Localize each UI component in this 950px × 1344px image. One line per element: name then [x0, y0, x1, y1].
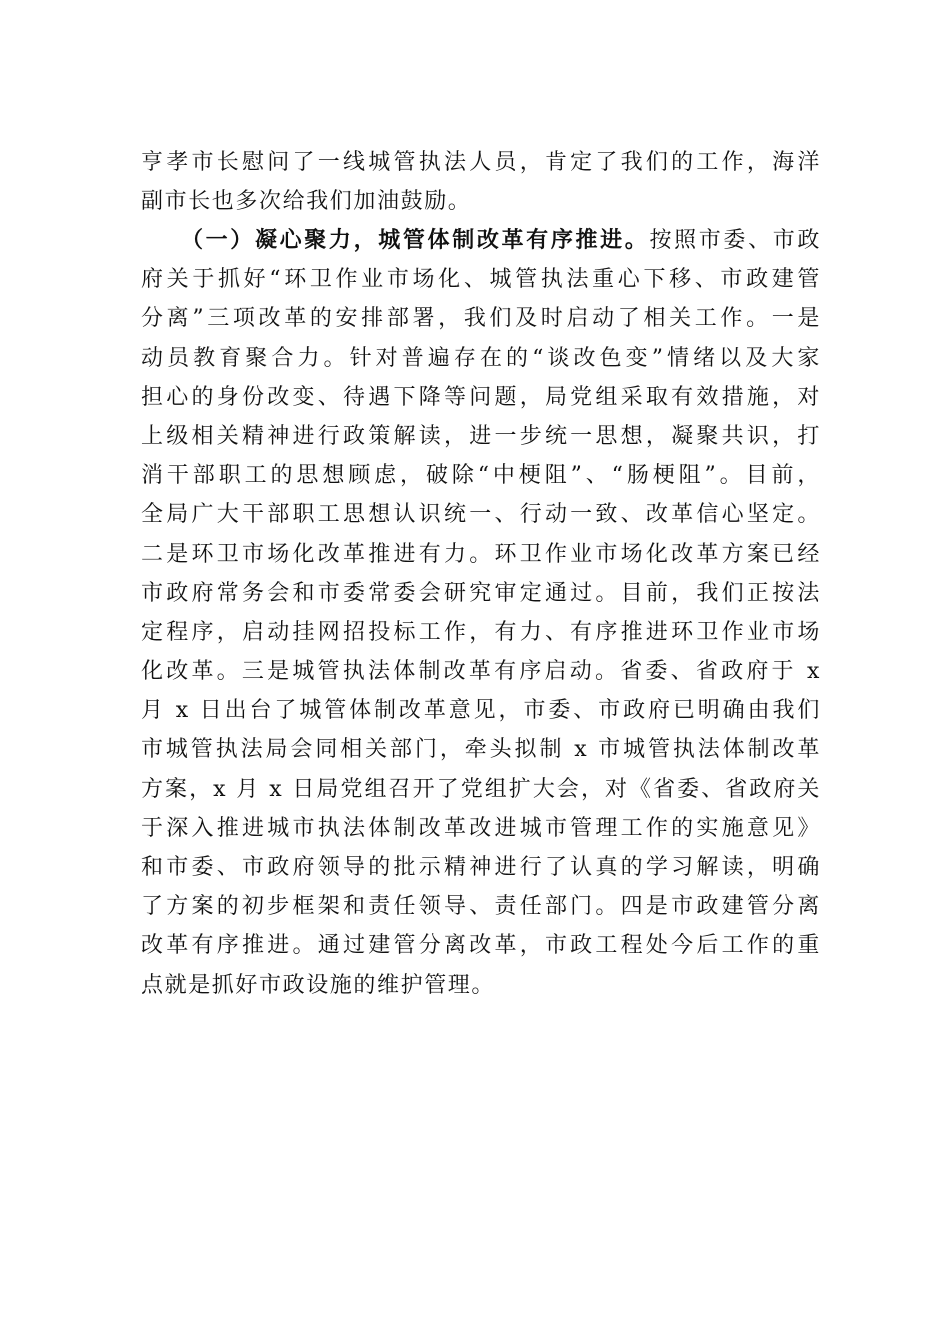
text-line: 于深入推进城市执法体制改革改进城市管理工作的实施意见》 — [141, 815, 821, 841]
text-line: 化改革。三是城管执法体制改革有序启动。省委、省政府于 x — [141, 659, 821, 685]
text-line: 亨孝市长慰问了一线城管执法人员，肯定了我们的工作，海洋 — [141, 150, 821, 175]
text-line: 担心的身份改变、待遇下降等问题，局党组采取有效措施，对 — [141, 384, 821, 410]
text-line: 方案，x 月 x 日局党组召开了党组扩大会，对《省委、省政府关 — [141, 776, 821, 802]
text-line: 上级相关精神进行政策解读，进一步统一思想，凝聚共识，打 — [141, 423, 821, 449]
text-line: 点就是抓好市政设施的维护管理。 — [141, 972, 496, 998]
section-first-line-rest: 按照市委、市政 — [649, 228, 822, 253]
text-line: 市政府常务会和市委常委会研究审定通过。目前，我们正按法 — [141, 580, 821, 606]
text-line: 府关于抓好“环卫作业市场化、城管执法重心下移、市政建管 — [141, 267, 821, 293]
paragraph-continued — [141, 143, 821, 221]
text-line: 二是环卫市场化改革推进有力。环卫作业市场化改革方案已经 — [141, 541, 821, 567]
text-line: 月 x 日出台了城管体制改革意见，市委、市政府已明确由我们 — [141, 698, 821, 724]
text-line: 和市委、市政府领导的批示精神进行了认真的学习解读，明确 — [141, 855, 821, 880]
section-first-line — [141, 221, 821, 260]
text-line: 市城管执法局会同相关部门，牵头拟制 x 市城管执法体制改革 — [141, 737, 821, 763]
text-line: 副市长也多次给我们加油鼓励。 — [141, 189, 472, 215]
text-line: 定程序，启动挂网招投标工作，有力、有序推进环卫作业市场 — [141, 619, 821, 645]
text-line: 了方案的初步框架和责任领导、责任部门。四是市政建管分离 — [141, 894, 821, 920]
text-line: 消干部职工的思想顾虑，破除“中梗阻”、“肠梗阻”。目前， — [141, 463, 821, 489]
text-line: 全局广大干部职工思想认识统一、行动一致、改革信心坚定。 — [141, 502, 821, 528]
section-heading: （一）凝心聚力，城管体制改革有序推进。 — [181, 227, 650, 253]
text-line: 分离”三项改革的安排部署，我们及时启动了相关工作。一是 — [141, 306, 821, 332]
section-paragraph — [141, 221, 821, 1005]
text-line: 改革有序推进。通过建管分离改革，市政工程处今后工作的重 — [141, 933, 821, 959]
text-line: 动员教育聚合力。针对普遍存在的“谈改色变”情绪以及大家 — [141, 345, 821, 371]
